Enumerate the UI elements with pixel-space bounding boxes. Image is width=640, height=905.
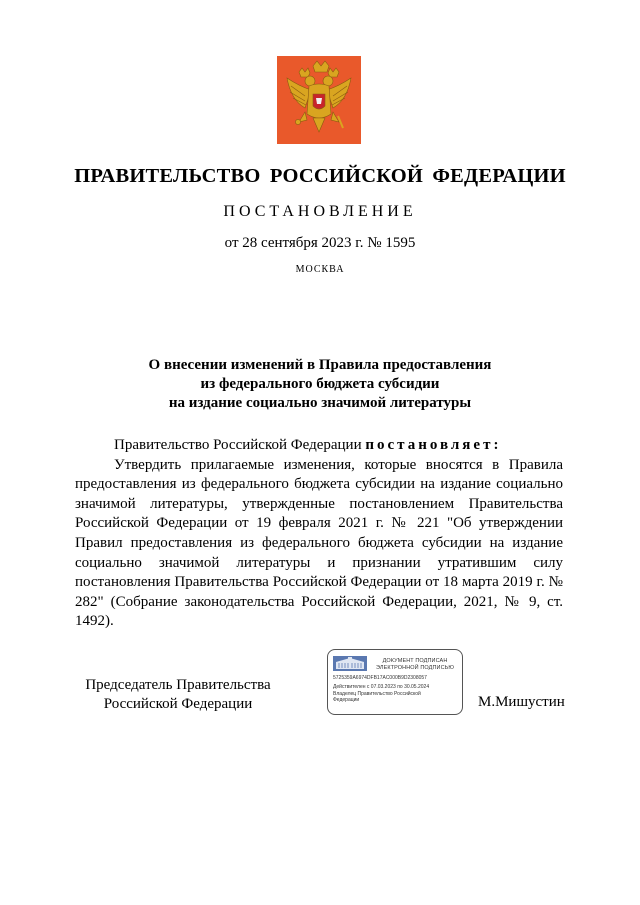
stamp-serial: 5725359A6974DFB17AC000B9D2308057 — [333, 675, 427, 681]
coat-of-arms-emblem — [277, 56, 361, 144]
signer-position-line: Российской Федерации — [103, 696, 253, 712]
stamp-owner-line: Федерации — [333, 697, 360, 703]
decree-lead: Правительство Российской Федерации — [114, 437, 366, 453]
stamp-validity: Действителен с 07.03.2023 по 30.05.2024 — [333, 684, 430, 690]
decree-body — [75, 436, 563, 632]
subject-line: из федерального бюджета субсидии — [200, 376, 440, 392]
subject-line: на издание социально значимой литературы — [168, 395, 472, 411]
electronic-signature-stamp — [327, 649, 463, 715]
building-icon — [333, 656, 367, 671]
document-city: МОСКВА — [295, 264, 345, 275]
subject-line: О внесении изменений в Правила предоставления — [148, 357, 492, 373]
stamp-title-line: ДОКУМЕНТ ПОДПИСАН — [382, 658, 448, 664]
government-title: ПРАВИТЕЛЬСТВО РОССИЙСКОЙ ФЕДЕРАЦИИ — [74, 165, 566, 187]
document-subject — [0, 356, 640, 413]
signer-position-line: Председатель Правительства — [85, 677, 271, 693]
document-date-number: от 28 сентября 2023 г. № 1595 — [224, 235, 416, 251]
decree-verb: постановляет: — [365, 437, 502, 453]
coat-of-arms-icon — [277, 56, 361, 144]
stamp-owner-line: Владелец Правительство Российской — [333, 691, 421, 697]
decree-intro — [75, 436, 563, 456]
decree-paragraph: Утвердить прилагаемые изменения, которые вносятся в Правила предоставления из федерального бюджета субсидии на издание социально значимой литературы, утвержденные постановлением Правительства Российской Федерации от 19 февраля 2021 г. № 221 "Об утверждении Правил предоставления из федерального бюджета субсидии на издание социально значимой литературы и признании утратившим силу постановления Правительства Российской Федерации от 18 марта 2019 г. № 282" (Собрание законодательства Российской Федерации, 2021, № 9, ст. 1492). — [75, 456, 563, 630]
stamp-title-line: ЭЛЕКТРОННОЙ ПОДПИСЬЮ — [375, 665, 455, 671]
document-type: ПОСТАНОВЛЕНИЕ — [223, 203, 417, 220]
stamp-title — [370, 658, 460, 672]
signer-name: М.Мишустин — [478, 694, 565, 710]
signer-position — [78, 676, 278, 714]
